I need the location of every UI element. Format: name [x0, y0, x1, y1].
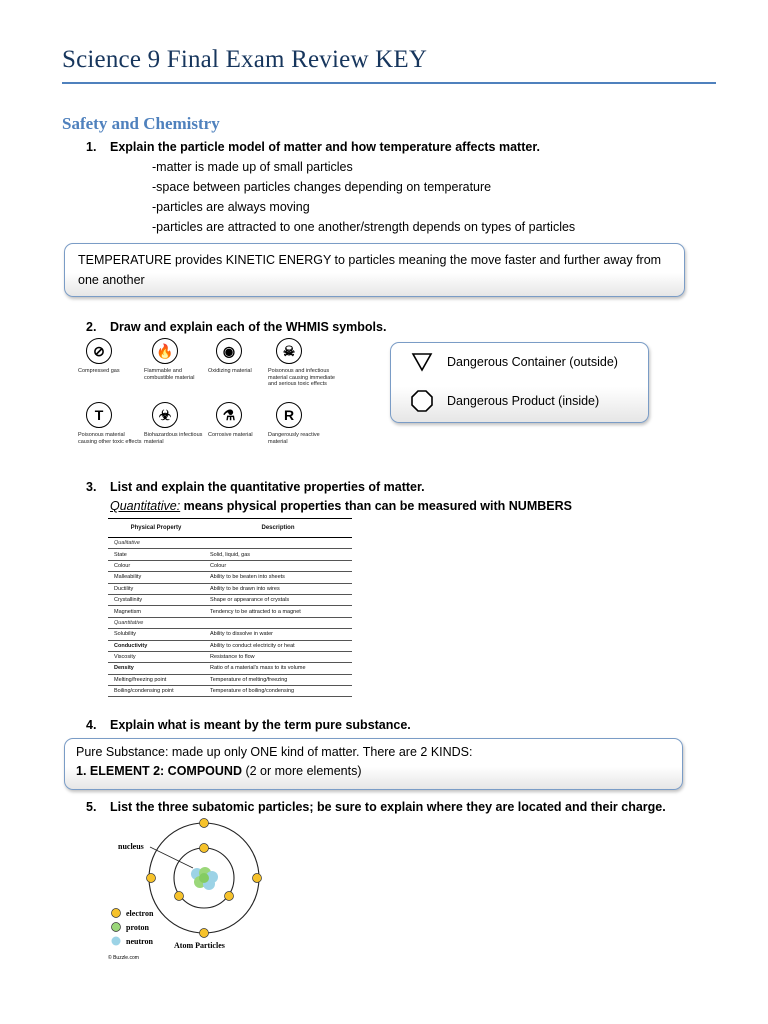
question-5	[86, 800, 726, 816]
table-row	[108, 560, 352, 571]
nucleus-pointer	[150, 847, 193, 868]
biohazard-icon: ☣	[152, 402, 178, 428]
table-row	[108, 583, 352, 594]
table-row	[108, 594, 352, 605]
page-title: Science 9 Final Exam Review KEY	[62, 46, 428, 73]
description-cell: Temperature of melting/freezing	[204, 674, 352, 685]
electron-label: electron	[126, 909, 154, 918]
toxic-t-icon: T	[86, 402, 112, 428]
question-number: 3.	[86, 480, 97, 494]
property-cell: Colour	[108, 560, 204, 571]
symbol-caption: Poisonous material causing other toxic effects	[78, 432, 142, 445]
description-cell: Ability to conduct electricity or heat	[204, 640, 352, 651]
answer-point: -particles are attracted to one another/strength depends on types of particles	[152, 220, 576, 234]
question-4	[86, 718, 706, 734]
legend-row-container	[409, 351, 618, 373]
whmis-symbol	[144, 402, 210, 445]
question-text: Draw and explain each of the WHMIS symbols.	[110, 320, 387, 334]
octagon-icon	[409, 389, 435, 413]
question-text: Explain what is meant by the term pure substance.	[110, 718, 411, 732]
whmis-legend-callout	[390, 342, 649, 423]
image-credit: © Buzzle.com	[108, 955, 139, 961]
whmis-symbol	[268, 402, 334, 445]
symbol-caption: Corrosive material	[208, 432, 253, 438]
corrosive-icon: ⚗	[216, 402, 242, 428]
description-cell: Ability to be beaten into sheets	[204, 572, 352, 583]
property-cell: Density	[108, 663, 204, 674]
property-cell: Conductivity	[108, 640, 204, 651]
property-cell: Solubility	[108, 629, 204, 640]
question-text: List and explain the quantitative properties of matter.	[110, 480, 425, 494]
property-cell: Malleability	[108, 572, 204, 583]
neutron-icon	[112, 937, 121, 946]
table-row	[108, 549, 352, 560]
table-group-row	[108, 538, 352, 549]
symbol-caption: Oxidizing material	[208, 368, 252, 374]
description-cell: Colour	[204, 560, 352, 571]
particle-legend	[112, 909, 154, 947]
pure-substance-callout	[64, 738, 683, 790]
skull-icon: ☠	[276, 338, 302, 364]
atom-diagram	[104, 818, 274, 964]
question-3	[86, 480, 706, 496]
column-header: Description	[204, 519, 352, 538]
neutron-label: neutron	[126, 937, 153, 946]
symbol-caption: Compressed gas	[78, 368, 120, 374]
table-header-row	[108, 519, 352, 538]
table-row	[108, 674, 352, 685]
table-row	[108, 629, 352, 640]
property-cell: Melting/freezing point	[108, 674, 204, 685]
description-cell: Temperature of boiling/condensing	[204, 686, 352, 697]
property-cell: Magnetism	[108, 606, 204, 617]
callout-text: TEMPERATURE provides KINETIC ENERGY to particles meaning the move faster and further away from one another	[78, 253, 662, 287]
whmis-symbol	[268, 338, 338, 388]
oxidizing-icon: ◉	[216, 338, 242, 364]
title-divider	[62, 82, 716, 84]
table-group-row	[108, 617, 352, 628]
question-2	[86, 320, 706, 336]
table-row	[108, 686, 352, 697]
proton-label: proton	[126, 923, 149, 932]
description-cell: Ability to dissolve in water	[204, 629, 352, 640]
whmis-symbol	[78, 338, 144, 375]
description-cell: Ratio of a material's mass to its volume	[204, 663, 352, 674]
table-row	[108, 651, 352, 662]
diagram-caption: Atom Particles	[174, 941, 225, 950]
question-number: 1.	[86, 140, 97, 154]
description-cell: Tendency to be attracted to a magnet	[204, 606, 352, 617]
symbol-caption: Biohazardous infectious material	[144, 432, 203, 445]
property-cell: Crystallinity	[108, 594, 204, 605]
answer-point: -matter is made up of small particles	[152, 160, 353, 174]
question-number: 4.	[86, 718, 97, 732]
symbol-caption: Dangerously reactive material	[268, 432, 320, 445]
nucleus	[191, 867, 218, 890]
answer-point: -space between particles changes depending on temperature	[152, 180, 492, 194]
whmis-symbol	[144, 338, 210, 381]
table-row	[108, 606, 352, 617]
temperature-callout	[64, 243, 685, 297]
table-row	[108, 663, 352, 674]
description-cell: Shape or appearance of crystals	[204, 594, 352, 605]
question-1	[86, 140, 706, 156]
callout-line	[76, 762, 671, 781]
description-cell: Solid, liquid, gas	[204, 549, 352, 560]
property-cell: Viscosity	[108, 651, 204, 662]
table-row	[108, 572, 352, 583]
symbol-caption: Flammable and combustible material	[144, 368, 195, 381]
answer-point: -particles are always moving	[152, 200, 310, 214]
nucleus-label: nucleus	[118, 842, 144, 851]
section-heading: Safety and Chemistry	[62, 114, 220, 133]
quantitative-definition	[110, 499, 572, 513]
whmis-symbol	[208, 338, 274, 375]
callout-kinds: 1. ELEMENT 2: COMPOUND	[76, 764, 242, 778]
symbol-caption: Poisonous and infectious material causing immediate and serious toxic effects	[268, 368, 335, 387]
inverted-triangle-icon	[409, 351, 435, 373]
group-label: Quantitative	[108, 617, 352, 628]
question-text: Explain the particle model of matter and how temperature affects matter.	[110, 140, 540, 154]
question-number: 2.	[86, 320, 97, 334]
legend-label: Dangerous Product (inside)	[447, 394, 600, 408]
compressed-gas-icon: ⊘	[86, 338, 112, 364]
property-cell: State	[108, 549, 204, 560]
definition-text: means physical properties than can be measured with NUMBERS	[180, 499, 572, 513]
table-row	[108, 640, 352, 651]
legend-label: Dangerous Container (outside)	[447, 355, 618, 369]
column-header: Physical Property	[108, 519, 204, 538]
property-cell: Boiling/condensing point	[108, 686, 204, 697]
physical-properties-table	[108, 518, 352, 697]
whmis-symbol	[78, 402, 144, 445]
callout-kinds-note: (2 or more elements)	[242, 764, 362, 778]
description-cell: Resistance to flow	[204, 651, 352, 662]
whmis-symbols-grid	[78, 338, 340, 462]
legend-row-product	[409, 389, 599, 413]
flammable-icon: 🔥	[152, 338, 178, 364]
property-cell: Ductility	[108, 583, 204, 594]
group-label: Qualitative	[108, 538, 352, 549]
definition-term: Quantitative:	[110, 499, 181, 513]
reactive-icon: R	[276, 402, 302, 428]
proton-icon	[112, 923, 121, 932]
callout-line: Pure Substance: made up only ONE kind of matter. There are 2 KINDS:	[76, 745, 473, 759]
whmis-symbol	[208, 402, 274, 439]
description-cell: Ability to be drawn into wires	[204, 583, 352, 594]
question-text: List the three subatomic particles; be sure to explain where they are located and their charge.	[110, 800, 666, 814]
electron-icon	[112, 909, 121, 918]
question-number: 5.	[86, 800, 97, 814]
